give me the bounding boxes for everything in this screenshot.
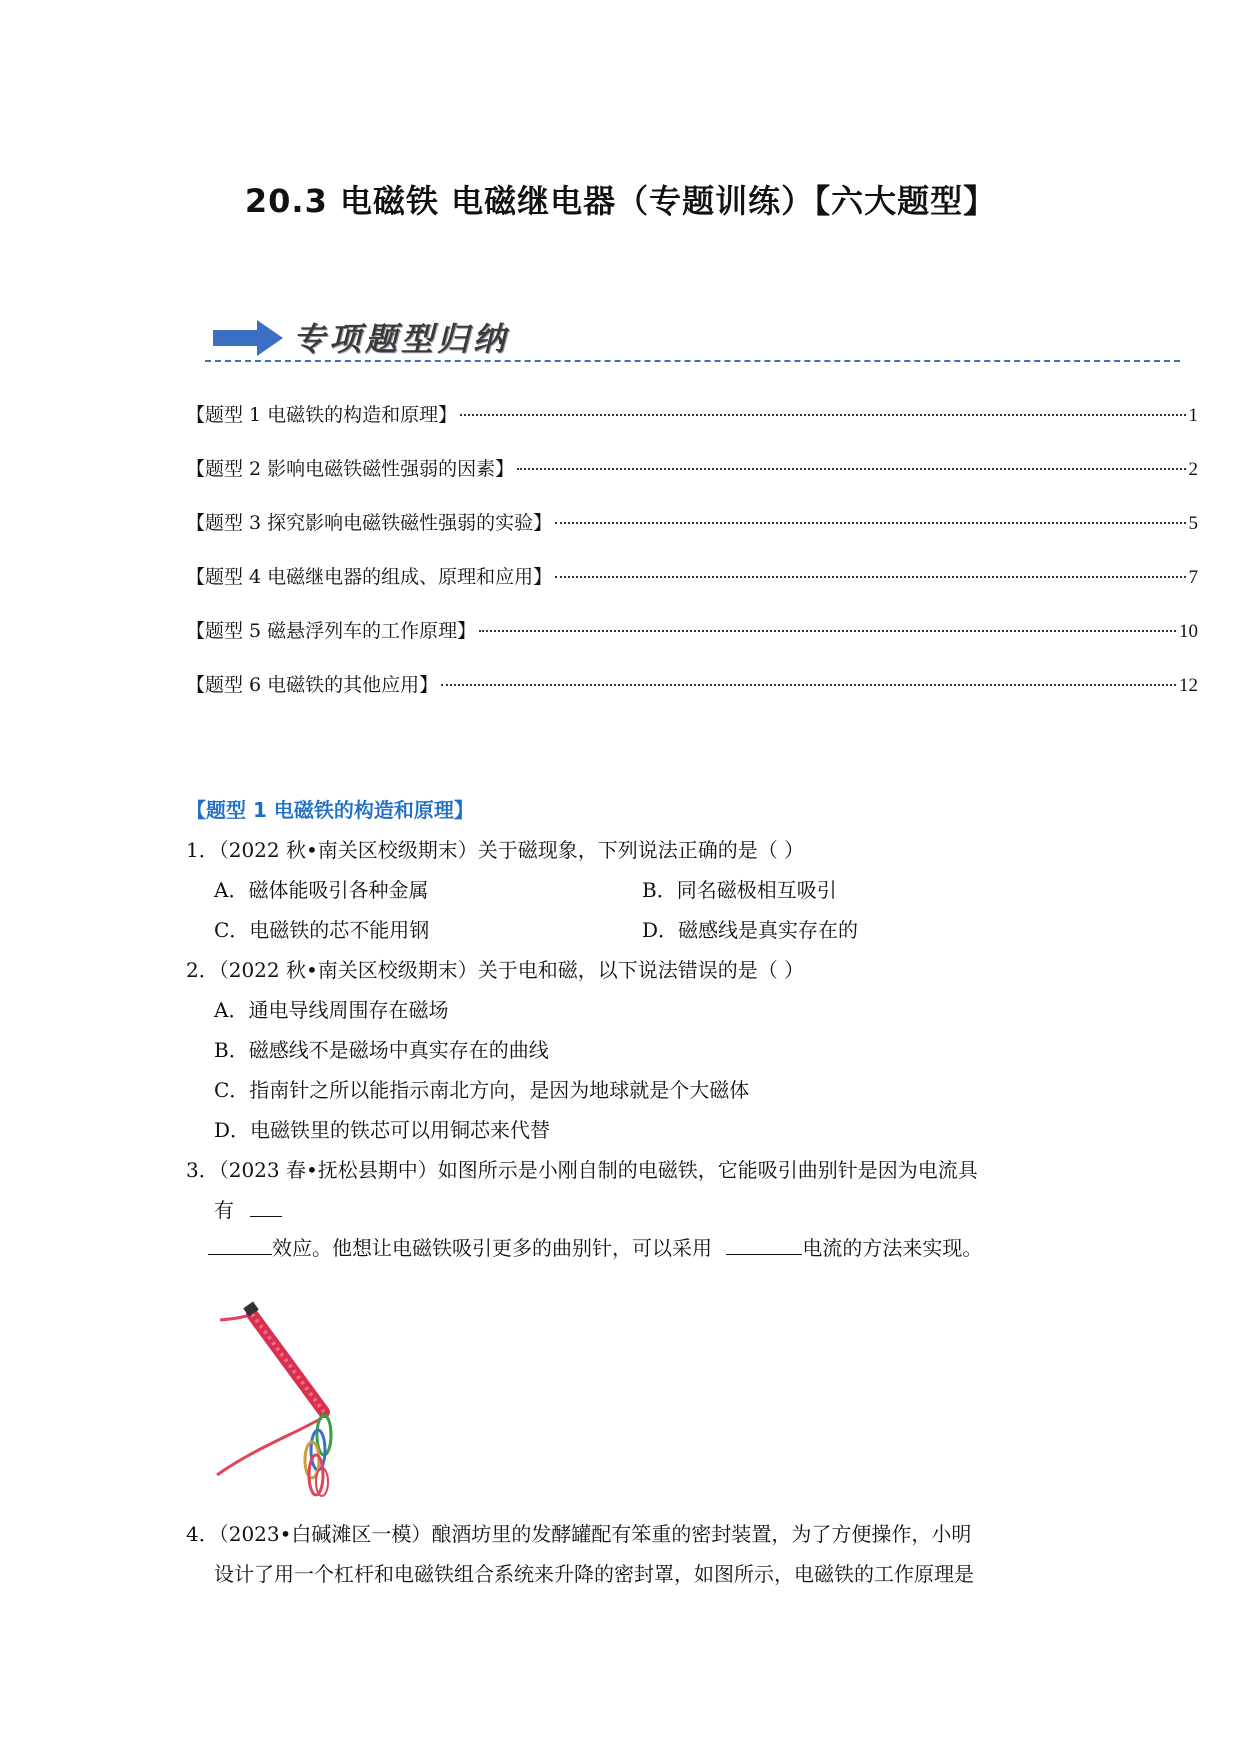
question-3-line-2: [214, 1194, 282, 1223]
toc-item[interactable]: [186, 562, 1198, 616]
toc-item[interactable]: [186, 616, 1198, 670]
question-2-option-a: A．通电导线周围存在磁场: [214, 998, 449, 1022]
toc-item-label: 【题型 2 影响电磁铁磁性强弱的因素】: [186, 458, 515, 480]
toc-page-number: 5: [1188, 513, 1198, 534]
toc-page-number: 12: [1179, 675, 1198, 696]
toc-leader: [517, 468, 1185, 470]
banner-divider: [205, 360, 1180, 362]
toc-item-label: 【题型 5 磁悬浮列车的工作原理】: [186, 620, 477, 642]
question-3-line-3-text-b: 电流的方法来实现。: [802, 1236, 983, 1260]
question-3-line-3-text-a: 效应。他想让电磁铁吸引更多的曲别针，可以采用: [272, 1236, 712, 1260]
toc-page-number: 10: [1179, 621, 1198, 642]
page-title: 20.3 电磁铁 电磁继电器（专题训练）【六大题型】: [244, 182, 997, 220]
question-1-option-b: B．同名磁极相互吸引: [642, 878, 837, 902]
toc-item-label: 【题型 3 探究影响电磁铁磁性强弱的实验】: [186, 512, 553, 534]
section-heading: 【题型 1 电磁铁的构造和原理】: [186, 798, 474, 822]
question-1-option-c: C．电磁铁的芯不能用钢: [214, 918, 430, 942]
answer-blank[interactable]: [250, 1198, 282, 1217]
question-4-line-2: 设计了用一个杠杆和电磁铁组合系统来升降的密封罩，如图所示，电磁铁的工作原理是: [214, 1562, 974, 1586]
question-3-line-1: 3．（2023 春•抚松县期中）如图所示是小刚自制的电磁铁，它能吸引曲别针是因为电流具: [186, 1158, 978, 1182]
toc-page-number: 7: [1188, 567, 1198, 588]
right-arrow-icon: [213, 320, 283, 356]
question-1-option-a: A．磁体能吸引各种金属: [214, 878, 429, 902]
toc-leader: [479, 630, 1176, 632]
question-2-option-c: C．指南针之所以能指示南北方向，是因为地球就是个大磁体: [214, 1078, 750, 1102]
question-3-line-2-text: 有: [214, 1198, 234, 1222]
toc-leader: [460, 414, 1185, 416]
section-banner: [205, 310, 1185, 370]
toc-item[interactable]: [186, 454, 1198, 508]
question-2-option-d: D．电磁铁里的铁芯可以用铜芯来代替: [214, 1118, 551, 1142]
question-1-option-d: D．磁感线是真实存在的: [642, 918, 859, 942]
toc-page-number: 2: [1188, 459, 1198, 480]
answer-blank[interactable]: [208, 1236, 272, 1255]
table-of-contents: [186, 400, 1198, 724]
banner-label: 专项题型归纳: [293, 320, 510, 358]
question-1-stem: 1．（2022 秋•南关区校级期末）关于磁现象，下列说法正确的是（ ）: [186, 838, 805, 862]
toc-item[interactable]: [186, 400, 1198, 454]
toc-leader: [555, 522, 1185, 524]
answer-blank[interactable]: [726, 1236, 802, 1255]
toc-item-label: 【题型 4 电磁继电器的组成、原理和应用】: [186, 566, 553, 588]
toc-item[interactable]: [186, 508, 1198, 562]
question-2-stem: 2．（2022 秋•南关区校级期末）关于电和磁，以下说法错误的是（ ）: [186, 958, 805, 982]
toc-page-number: 1: [1188, 405, 1198, 426]
toc-leader: [555, 576, 1185, 578]
toc-item-label: 【题型 1 电磁铁的构造和原理】: [186, 404, 458, 426]
question-2-option-b: B．磁感线不是磁场中真实存在的曲线: [214, 1038, 549, 1062]
question-3-line-3: [208, 1232, 982, 1261]
toc-leader: [441, 684, 1176, 686]
toc-item[interactable]: [186, 670, 1198, 724]
question-4-line-1: 4．（2023•白碱滩区一模）酿酒坊里的发酵罐配有笨重的密封装置，为了方便操作，小明: [186, 1522, 972, 1546]
toc-item-label: 【题型 6 电磁铁的其他应用】: [186, 674, 439, 696]
electromagnet-figure: [212, 1300, 352, 1500]
